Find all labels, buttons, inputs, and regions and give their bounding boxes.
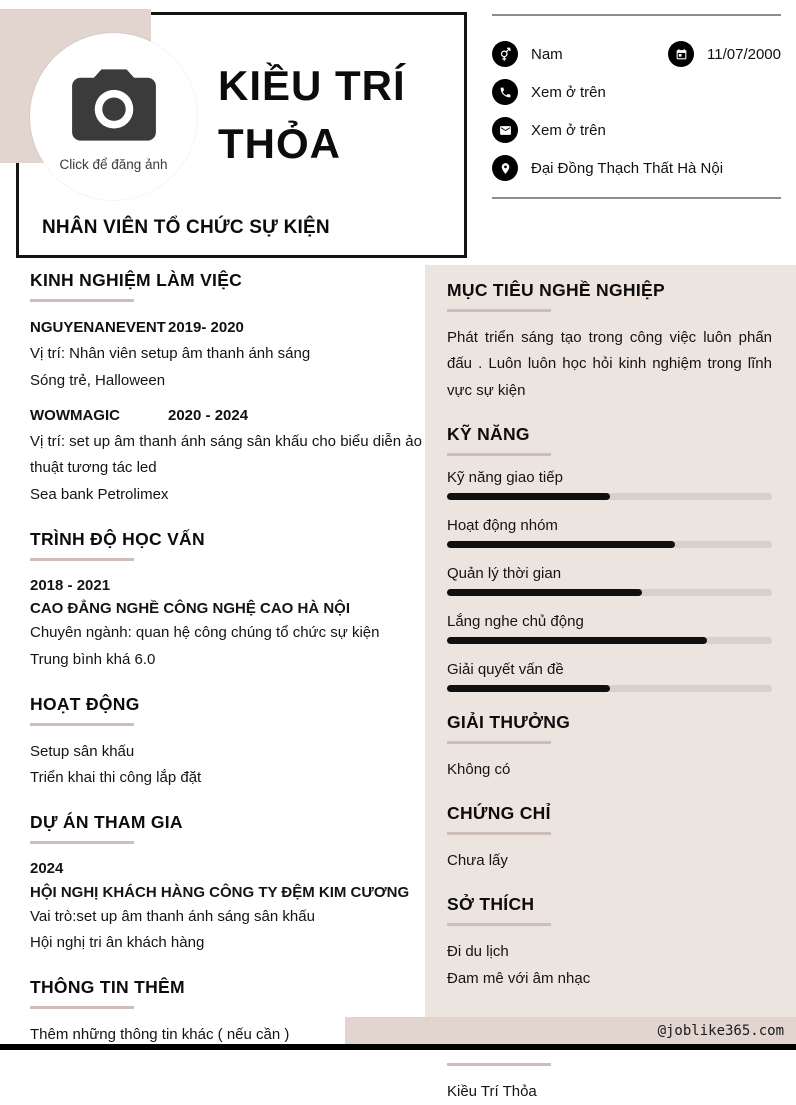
skill-bar-fill	[447, 637, 707, 644]
activity-line: Setup sân khấu	[30, 742, 135, 760]
heading-underline	[447, 923, 551, 926]
work-role: Vị trí: set up âm thanh ánh sáng sân khấu cho biểu diễn ảo thuật tương tác led	[30, 433, 422, 477]
dob-pair	[668, 41, 781, 67]
work-detail: Sóng trẻ, Halloween	[30, 371, 166, 389]
skill-label: Giải quyết vấn đề	[447, 660, 564, 678]
contact-row-gender-dob	[492, 41, 781, 67]
section-hobbies	[447, 894, 772, 992]
email-value: Xem ở trên	[531, 121, 606, 139]
heading-underline	[447, 309, 551, 312]
phone-icon	[492, 79, 518, 105]
skill-item	[447, 469, 772, 500]
photo-upload-label[interactable]: Click để đăng ảnh	[59, 157, 168, 172]
camera-icon	[63, 61, 165, 154]
additional-info-text: Thêm những thông tin khác ( nếu cần )	[30, 1026, 290, 1044]
skill-bar-track	[447, 589, 772, 596]
skill-bar-fill	[447, 541, 675, 548]
skill-bar-fill	[447, 493, 610, 500]
contact-divider-bottom	[492, 197, 781, 199]
watermark: @joblike365.com	[657, 1023, 784, 1039]
skill-bar-track	[447, 493, 772, 500]
section-skills	[447, 424, 772, 692]
heading-underline	[447, 453, 551, 456]
gender-value: Nam	[531, 45, 563, 63]
heading-underline	[447, 1063, 551, 1066]
dob-value: 11/07/2000	[707, 45, 781, 63]
company-name: NGUYENANEVENT	[30, 319, 166, 336]
education-major: Chuyên ngành: quan hệ công chúng tổ chức sự kiện	[30, 624, 380, 642]
contact-row-email	[492, 117, 781, 143]
heading-underline	[30, 558, 134, 561]
footer-strip	[345, 1017, 796, 1045]
work-detail: Sea bank Petrolimex	[30, 485, 169, 503]
skill-item	[447, 661, 772, 692]
skill-item	[447, 613, 772, 644]
gender-pair	[492, 41, 563, 67]
project-detail: Hội nghị tri ân khách hàng	[30, 934, 205, 951]
skill-bar-track	[447, 685, 772, 692]
objective-text: Phát triển sáng tạo trong công việc luôn phấn đấu . Luôn luôn học hỏi kinh nghiệm trong lĩnh vực sự kiện	[447, 329, 772, 399]
skill-bar-fill	[447, 589, 642, 596]
contact-section	[492, 14, 781, 199]
experience-item	[30, 315, 422, 394]
reference-text: Kiều Trí Thỏa	[447, 1082, 537, 1100]
job-title: NHÂN VIÊN TỔ CHỨC SỰ KIỆN	[42, 217, 330, 238]
skill-bar-track	[447, 637, 772, 644]
address-pair	[492, 155, 723, 181]
skills-heading: KỸ NĂNG	[447, 423, 530, 444]
certificates-heading: CHỨNG CHỈ	[447, 803, 551, 823]
school-name: CAO ĐẲNG NGHỀ CÔNG NGHỆ CAO HÀ NỘI	[30, 600, 351, 617]
project-name: HỘI NGHỊ KHÁCH HÀNG CÔNG TY ĐỆM KIM CƯƠNG	[30, 883, 410, 901]
section-projects	[30, 812, 422, 956]
section-experience	[30, 270, 422, 508]
gender-icon	[492, 41, 518, 67]
heading-underline	[30, 841, 134, 844]
skill-label: Quản lý thời gian	[447, 564, 562, 582]
awards-text: Không có	[447, 760, 511, 778]
heading-underline	[30, 723, 134, 726]
skill-label: Hoạt động nhóm	[447, 516, 558, 534]
experience-item-head	[30, 315, 422, 341]
section-awards	[447, 712, 772, 783]
objective-heading: MỤC TIÊU NGHỀ NGHIỆP	[447, 280, 665, 300]
section-objective	[447, 280, 772, 404]
heading-underline	[447, 832, 551, 835]
projects-heading: DỰ ÁN THAM GIA	[30, 812, 183, 833]
work-role: Vị trí: Nhân viên setup âm thanh ánh sáng	[30, 345, 311, 363]
experience-item	[30, 403, 422, 508]
location-icon	[492, 155, 518, 181]
contact-row-phone	[492, 79, 781, 105]
activity-line: Triển khai thi công lắp đặt	[30, 769, 202, 786]
heading-underline	[30, 1006, 134, 1009]
hobby-line: Đam mê với âm nhạc	[447, 969, 591, 987]
bottom-black-bar	[0, 1044, 796, 1050]
skill-bar-fill	[447, 685, 610, 692]
education-heading: TRÌNH ĐỘ HỌC VẤN	[30, 528, 205, 549]
work-period: 2020 - 2024	[168, 406, 249, 424]
section-certificates	[447, 803, 772, 874]
contact-row-address	[492, 155, 781, 181]
skill-bar-track	[447, 541, 772, 548]
contact-rows	[492, 16, 781, 197]
skill-item	[447, 565, 772, 596]
education-grade: Trung bình khá 6.0	[30, 650, 156, 668]
education-period: 2018 - 2021	[30, 576, 111, 594]
heading-underline	[30, 299, 134, 302]
experience-heading: KINH NGHIỆM LÀM VIỆC	[30, 270, 243, 290]
candidate-name: KIỀU TRÍ THỎA	[218, 62, 406, 167]
project-year: 2024	[30, 860, 64, 878]
experience-item-head	[30, 403, 422, 429]
photo-upload-placeholder[interactable]	[30, 33, 197, 200]
hobby-line: Đi du lịch	[447, 943, 509, 961]
company-name: WOWMAGIC	[30, 406, 120, 424]
hobbies-heading: SỞ THÍCH	[447, 894, 535, 915]
awards-heading: GIẢI THƯỞNG	[447, 711, 571, 732]
email-icon	[492, 117, 518, 143]
phone-pair	[492, 79, 606, 105]
work-period: 2019- 2020	[168, 319, 244, 336]
activities-heading: HOẠT ĐỘNG	[30, 693, 140, 714]
certificates-text: Chưa lấy	[447, 852, 508, 869]
section-activities	[30, 694, 422, 792]
address-value: Đại Đồng Thạch Thất Hà Nội	[531, 159, 724, 177]
heading-underline	[447, 741, 551, 744]
project-role: Vai trò:set up âm thanh ánh sáng sân khấu	[30, 907, 315, 925]
phone-value: Xem ở trên	[531, 83, 606, 101]
email-pair	[492, 117, 606, 143]
section-education	[30, 529, 422, 673]
skill-label: Lắng nghe chủ động	[447, 612, 584, 630]
skill-label: Kỹ năng giao tiếp	[447, 468, 563, 486]
skill-item	[447, 517, 772, 548]
additional-info-heading: THÔNG TIN THÊM	[30, 977, 185, 998]
calendar-icon	[668, 41, 694, 67]
left-column	[30, 270, 422, 1070]
